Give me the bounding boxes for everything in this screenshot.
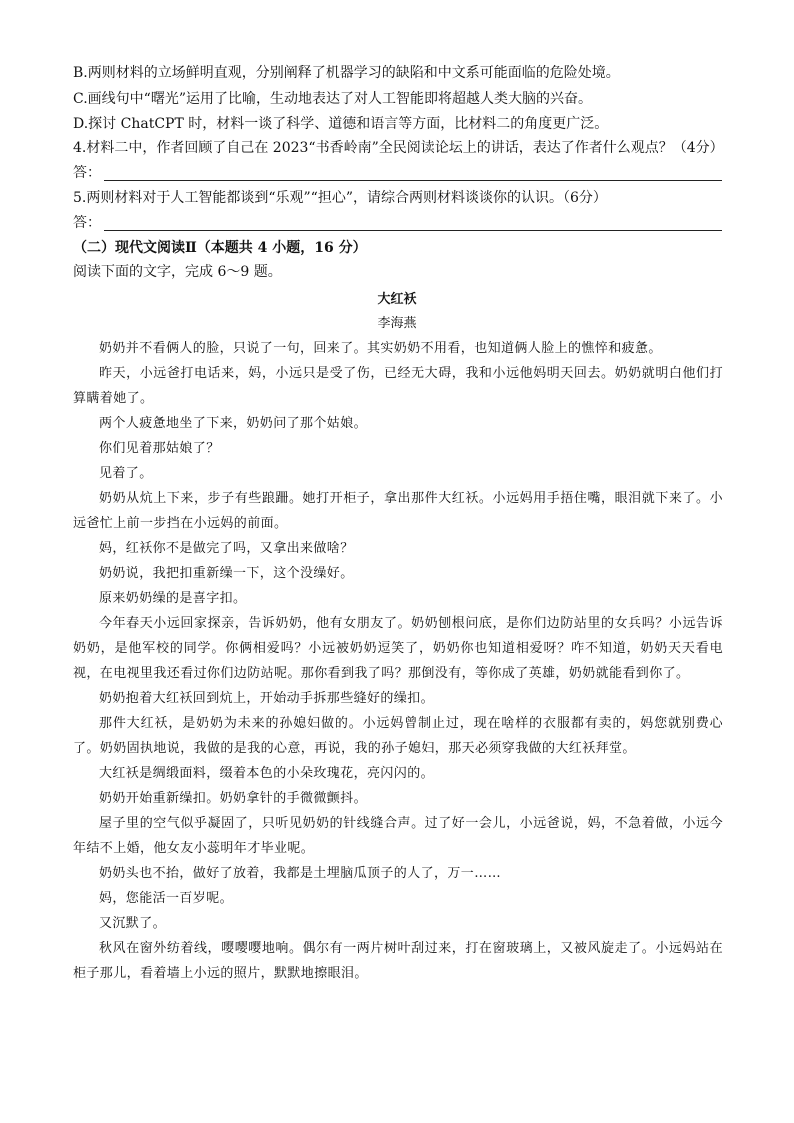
story-title: 大红袄 [377,292,417,307]
section-instruction: 阅读下面的文字，完成 6～9 题。 [73,264,282,280]
story-paragraph: 奶奶从炕上下来，步子有些踉跚。她打开柜子，拿出那件大红袄。小远妈用手捂住嘴，眼泪就下来了。小远爸忙上前一步挡在小远妈的前面。 [73,491,723,531]
question-5: 5.两则材料对于人工智能都谈到“乐观”“担心”，请综合两则材料谈谈你的认识。（6分） [73,190,607,206]
option-b: B.两则材料的立场鲜明直观，分别阐释了机器学习的缺陷和中文系可能面临的危险处境。 [73,65,620,81]
story-paragraph: 屋子里的空气似乎凝固了，只听见奶奶的针线缝合声。过了好一会儿，小远爸说，妈，不急着做，小远今年结不上婚，他女友小蕊明年才毕业呢。 [73,816,723,856]
story-paragraph: 秋风在窗外纺着线，嘤嘤嘤地响。偶尔有一两片树叶刮过来，打在窗玻璃上，又被风旋走了。小远妈站在柜子那儿，看着墙上小远的照片，默默地擦眼泪。 [73,941,723,981]
story-paragraph: 奶奶开始重新缲扣。奶奶拿针的手微微颤抖。 [99,791,368,806]
story-paragraph: 今年春天小远回家探亲，告诉奶奶，他有女朋友了。奶奶刨根问底，是你们边防站里的女兵吗？小远告诉奶奶，是他军校的同学。你俩相爱吗？小远被奶奶逗笑了，奶奶你也知道相爱呀？咋不知道，奶奶天天看电视，在电视里我还看过你们边防站呢。那你看到我了吗？那倒没有，等你成了英雄，奶奶就能看到你了。 [73,616,723,681]
option-d: D.探讨 ChatCPT 时，材料一谈了科学、道德和语言等方面，比材料二的角度更广泛。 [73,116,609,132]
story-body [73,336,723,986]
story-paragraph: 奶奶抱着大红袄回到炕上，开始动手拆那些缝好的缲扣。 [99,691,435,706]
answer-line-4[interactable] [104,180,722,181]
story-paragraph: 妈，您能活一百岁呢。 [99,891,234,906]
story-paragraph: 奶奶说，我把扣重新缲一下，这个没缲好。 [99,566,354,581]
story-paragraph: 又沉默了。 [99,916,167,931]
story-paragraph: 大红袄是绸缎面料，缀着本色的小朵玫瑰花，亮闪闪的。 [99,766,435,781]
story-paragraph: 妈，红袄你不是做完了吗，又拿出来做啥？ [99,541,354,556]
section-heading: （二）现代文阅读Ⅱ（本题共 4 小题，16 分） [73,240,367,256]
story-paragraph: 见着了。 [99,466,153,481]
story-paragraph: 奶奶头也不抬，做好了放着，我都是土埋脑瓜顶子的人了，万一…… [99,866,502,881]
answer-label-4: 答： [73,165,101,181]
answer-label-5: 答： [73,215,101,231]
question-4: 4.材料二中，作者回顾了自己在 2023“书香岭南”全民阅读论坛上的讲话，表达了作者什么观点？（4分） [73,140,724,156]
option-c: C.画线句中“曙光”运用了比喻，生动地表达了对人工智能即将超越人类大脑的兴奋。 [73,91,592,107]
answer-line-5[interactable] [104,230,722,231]
story-author: 李海燕 [377,316,417,331]
story-paragraph: 奶奶并不看俩人的脸，只说了一句，回来了。其实奶奶不用看，也知道俩人脸上的憔悴和疲惫。 [99,341,662,356]
story-paragraph: 你们见着那姑娘了？ [99,441,220,456]
story-paragraph: 昨天，小远爸打电话来，妈，小远只是受了伤，已经无大碍，我和小远他妈明天回去。奶奶就明白他们打算瞒着她了。 [73,366,723,406]
story-paragraph: 原来奶奶缲的是喜字扣。 [99,591,247,606]
story-paragraph: 那件大红袄，是奶奶为未来的孙媳妇做的。小远妈曾制止过，现在啥样的衣服都有卖的，妈您就别费心了。奶奶固执地说，我做的是我的心意，再说，我的孙子媳妇，那天必须穿我做的大红袄拜堂。 [73,716,723,756]
story-paragraph: 两个人疲惫地坐了下来，奶奶问了那个姑娘。 [99,416,368,431]
